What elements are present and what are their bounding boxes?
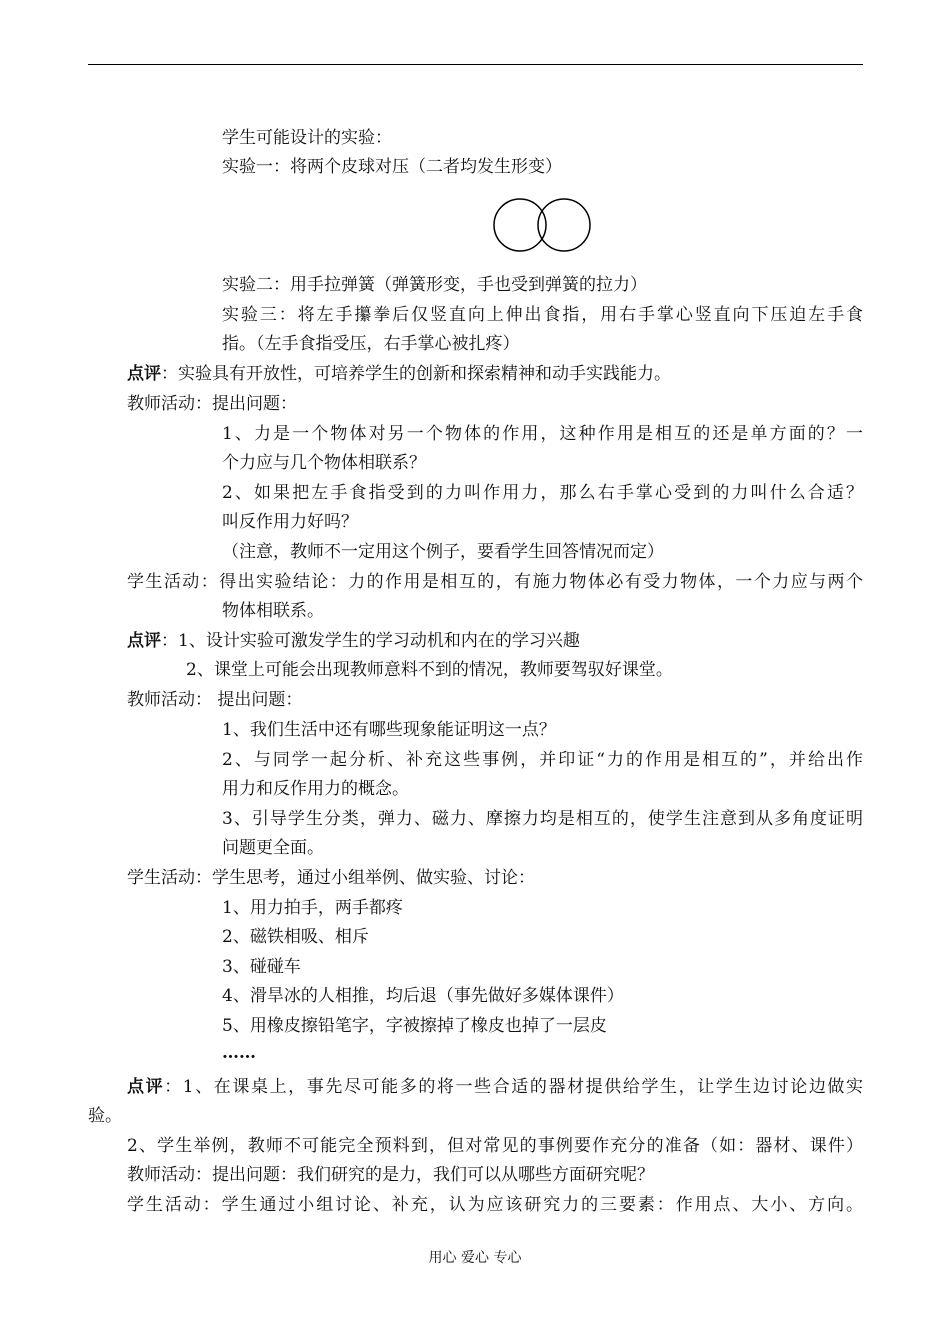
two-balls-diagram <box>492 194 596 258</box>
teacher-2-item-2-line2: 用力和反作用力的概念。 <box>222 779 409 799</box>
teacher-2-item-1: 1、我们生活中还有哪些现象能证明这一点？ <box>222 720 556 740</box>
experiment-two: 实验二：用手拉弹簧（弹簧形变，手也受到弹簧的拉力） <box>222 275 647 295</box>
teacher-note: （注意，教师不一定用这个例子，要看学生回答情况而定） <box>222 542 664 562</box>
intro-text: 学生可能设计的实验： <box>222 128 392 148</box>
comment-label: 点评 <box>127 1077 165 1097</box>
comment-2-line2: 2、课堂上可能会出现教师意料不到的情况，教师要驾驭好课堂。 <box>186 660 673 680</box>
comment-3-item-2: 2、学生举例，教师不可能完全预料到，但对常见的事例要作充分的准备（如：器材、课件） <box>127 1136 863 1156</box>
experiment-one: 实验一：将两个皮球对压（二者均发生形变） <box>222 157 562 177</box>
question-2-line2: 叫反作用力好吗？ <box>222 512 358 532</box>
comment-1-text: ：实验具有开放性，可培养学生的创新和探索精神和动手实践能力。 <box>161 364 671 384</box>
student-activity-3: 学生活动：学生通过小组讨论、补充，认为应该研究力的三要素：作用点、大小、方向。 <box>127 1195 863 1215</box>
comment-3-text: ：1、在课桌上，事先尽可能多的将一些合适的器材提供给学生，让学生边讨论边做实 <box>164 1077 864 1097</box>
comment-2-text: ：1、设计实验可激发学生的学习动机和内在的学习兴趣 <box>161 631 580 651</box>
student-activity-1-line1: 学生活动：得出实验结论：力的作用是相互的，有施力物体必有受力物体，一个力应与两个 <box>127 572 863 592</box>
question-1-line1: 1、力是一个物体对另一个物体的作用，这种作用是相互的还是单方面的？一 <box>222 424 863 444</box>
comment-1 <box>127 362 671 386</box>
student-2-item-5: 5、用橡皮擦铅笔字，字被擦掉了橡皮也掉了一层皮 <box>222 1016 607 1036</box>
question-2-line1: 2、如果把左手食指受到的力叫作用力，那么右手掌心受到的力叫什么合适？ <box>222 483 863 503</box>
student-2-item-4: 4、滑旱冰的人相推，均后退（事先做好多媒体课件） <box>222 986 624 1006</box>
student-2-item-3: 3、碰碰车 <box>222 957 301 977</box>
question-1-line2: 个力应与几个物体相联系？ <box>222 453 426 473</box>
teacher-2-item-2-line1: 2、与同学一起分析、补充这些事例，并印证“力的作用是相互的”，并给出作 <box>222 750 863 770</box>
teacher-activity-3: 教师活动：提出问题：我们研究的是力，我们可以从哪些方面研究呢？ <box>127 1165 654 1185</box>
student-activity-2: 学生活动：学生思考，通过小组举例、做实验、讨论： <box>127 868 535 888</box>
comment-label: 点评 <box>127 631 161 651</box>
page-footer: 用心 爱心 专心 <box>428 1250 522 1266</box>
comment-3-line2: 验。 <box>88 1106 122 1126</box>
comment-3-line1 <box>127 1075 863 1099</box>
experiment-three-line1: 实验三：将左手攥拳后仅竖直向上伸出食指，用右手掌心竖直向下压迫左手食 <box>222 305 863 325</box>
header-rule <box>88 64 863 65</box>
ellipsis: …… <box>222 1043 256 1063</box>
teacher-activity-2: 教师活动： 提出问题： <box>127 690 303 710</box>
teacher-2-item-3-line2: 问题更全面。 <box>222 838 324 858</box>
student-2-item-2: 2、磁铁相吸、相斥 <box>222 927 369 947</box>
teacher-activity-1: 教师活动：提出问题： <box>127 394 297 414</box>
comment-2-line1 <box>127 629 580 653</box>
student-activity-1-line2: 物体相联系。 <box>222 601 324 621</box>
teacher-2-item-3-line1: 3、引导学生分类，弹力、磁力、摩擦力均是相互的，使学生注意到从多角度证明 <box>222 809 863 829</box>
comment-label: 点评 <box>127 364 161 384</box>
experiment-three-line2: 指。（左手食指受压，右手掌心被扎疼） <box>222 334 520 354</box>
student-2-item-1: 1、用力拍手，两手都疼 <box>222 898 403 918</box>
